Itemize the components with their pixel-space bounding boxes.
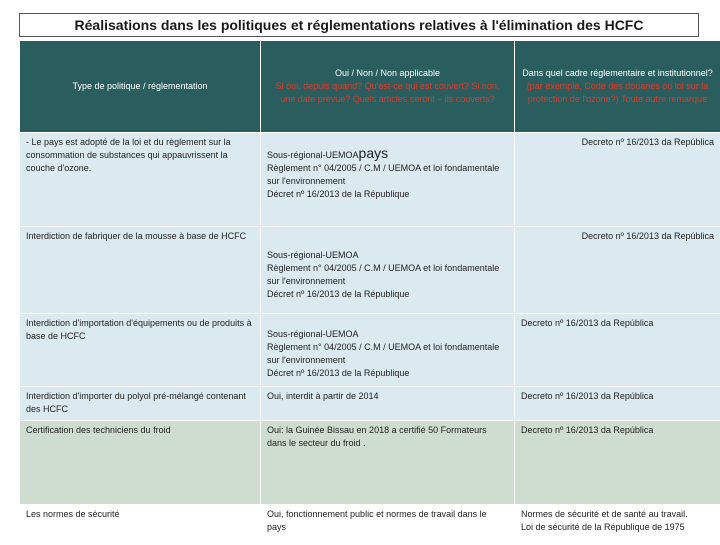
table-row (20, 421, 720, 505)
row-status-decree: Décret nº 16/2013 de la République (267, 367, 508, 380)
policy-table (19, 40, 720, 545)
header-col-framework (515, 41, 720, 133)
row-framework-cell: Decreto nº 16/2013 da República (515, 227, 720, 314)
row-status-country: pays (359, 145, 389, 161)
row-framework-cell: Decreto nº 16/2013 da República (515, 133, 720, 227)
row-status-cell: Oui, fonctionnement public et normes de travail dans le pays (261, 505, 515, 545)
header-status-subtitle: Si oui, depuis quand? Qu'est-ce qui est couvert? Si non, une date prévue? Quels articles seront – ils couverts? (267, 80, 508, 106)
row-status-regulation: Règlement n° 04/2005 / C.M / UEMOA et loi fondamentale sur l'environnement (267, 341, 508, 367)
row-policy-cell: Certification des techniciens du froid (20, 421, 261, 505)
header-framework-subtitle: (par exemple, Code des douanes ou loi sur la protection de l'ozone?) Toute autre remarque (521, 80, 714, 106)
row-policy-cell: Interdiction d'importer du polyol pré-mélangé contenant des HCFC (20, 387, 261, 421)
table-row (20, 133, 720, 227)
row-framework-law: Loi de sécurité de la République de 1975 (521, 521, 714, 534)
row-status-cell (261, 314, 515, 387)
table-row (20, 314, 720, 387)
row-status-decree: Décret nº 16/2013 de la République (267, 288, 508, 301)
row-framework-cell: Decreto nº 16/2013 da República (515, 421, 720, 505)
header-col-status (261, 41, 515, 133)
table-row (20, 387, 720, 421)
row-framework-cell: Decreto nº 16/2013 da República (515, 314, 720, 387)
table-row (20, 227, 720, 314)
row-status-region: Sous-régional-UEMOA (267, 249, 508, 262)
row-status-region: Sous-régional-UEMOA (267, 328, 508, 341)
row-framework-cell: Decreto nº 16/2013 da República (515, 387, 720, 421)
page-title: Réalisations dans les politiques et réglementations relatives à l'élimination des HCFC (19, 13, 699, 37)
table-row (20, 505, 720, 545)
row-status-cell: Oui: la Guinée Bissau en 2018 a certifié 50 Formateurs dans le secteur du froid . (261, 421, 515, 505)
row-framework-norms: Normes de sécurité et de santé au travail. (521, 508, 714, 521)
row-policy-cell: - Le pays est adopté de la loi et du règlement sur la consommation de substances qui appauvrissent la couche d'ozone. (20, 133, 261, 227)
row-status-regulation: Règlement n° 04/2005 / C.M / UEMOA et loi fondamentale sur l'environnement (267, 162, 508, 188)
row-status-cell (261, 133, 515, 227)
row-policy-cell: Interdiction de fabriquer de la mousse à base de HCFC (20, 227, 261, 314)
header-status-title: Oui / Non / Non applicable (267, 67, 508, 80)
header-col-policy-type: Type de politique / réglementation (20, 41, 261, 133)
row-policy-cell: Les normes de sécurité (20, 505, 261, 545)
row-framework-cell (515, 505, 720, 545)
row-status-decree: Décret nº 16/2013 de la République (267, 188, 508, 201)
row-status-cell (261, 227, 515, 314)
row-status-region: Sous-régional-UEMOA (267, 150, 359, 160)
table-header-row (20, 41, 720, 133)
header-framework-title: Dans quel cadre réglementaire et institutionnel? (521, 67, 714, 80)
row-status-cell: Oui, interdit à partir de 2014 (261, 387, 515, 421)
row-policy-cell: Interdiction d'importation d'équipements ou de produits à base de HCFC (20, 314, 261, 387)
row-status-regulation: Règlement n° 04/2005 / C.M / UEMOA et loi fondamentale sur l'environnement (267, 262, 508, 288)
